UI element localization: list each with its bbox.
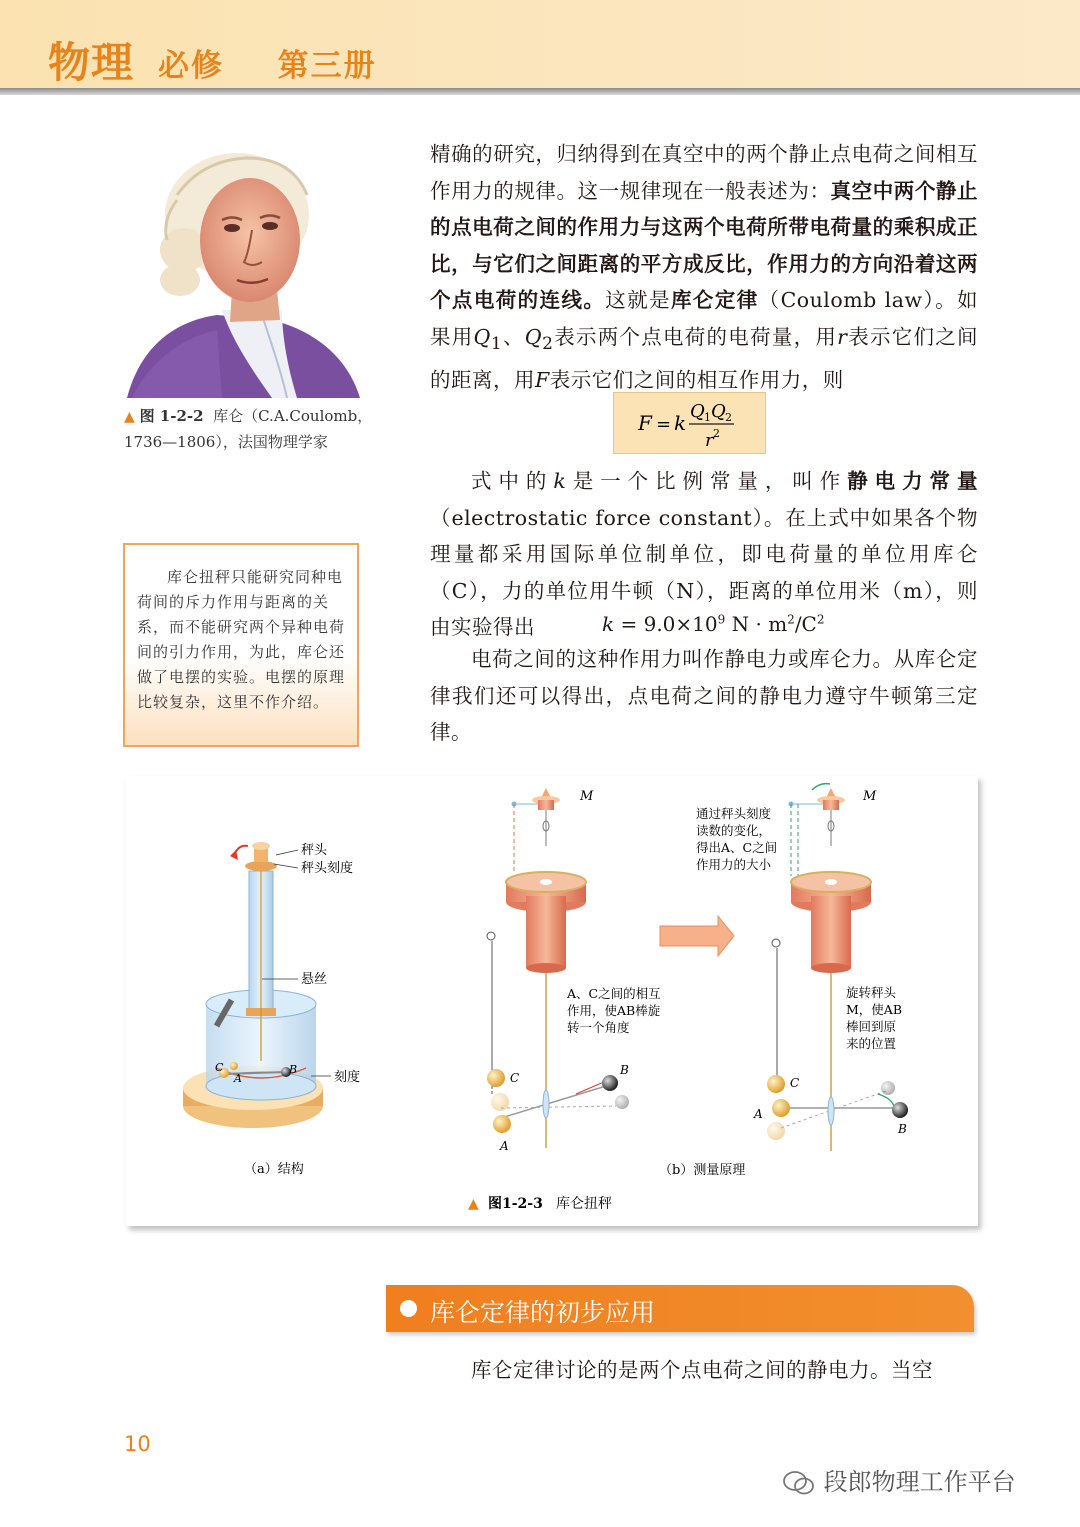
section-title: 库仑定律的初步应用	[430, 1298, 656, 1327]
caption-a: （a）结构	[244, 1162, 304, 1177]
p2-term-constant: 静电力常量	[847, 469, 979, 493]
side-note-text: 库仑扭秤只能研究同种电荷间的斥力作用与距离的关系，而不能研究两个异种电荷间的引力作用，为此，库仑还做了电摆的实验。电摆的原理比较复杂，这里不作介绍。	[137, 568, 346, 711]
svg-text:B: B	[289, 1063, 298, 1076]
p1-text-b: 这就是	[605, 288, 672, 312]
portrait-caption-text: 库仑（C.A.Coulomb，	[213, 407, 373, 425]
p1-q2-sub: 2	[542, 333, 554, 354]
page-number: 10	[124, 1432, 151, 1456]
p1-q1: Q	[473, 324, 491, 349]
note-right-top-2: 读数的变化，	[696, 823, 772, 838]
svg-text:2: 2	[725, 411, 732, 424]
p2-k: k	[553, 469, 567, 493]
portrait-caption-text-2: 1736—1806），法国物理学家	[124, 433, 328, 451]
label-wire: 悬丝	[301, 972, 328, 987]
label-head: 秤头	[301, 843, 328, 858]
svg-text:C: C	[215, 1061, 224, 1074]
p1-f: F	[535, 368, 550, 393]
caption-b: （b）测量原理	[659, 1163, 746, 1178]
label-m-right: M	[863, 789, 877, 804]
portrait-figure-label: 图 1-2-2	[139, 407, 204, 425]
note-right-top-4: 作用力的大小	[696, 857, 772, 872]
triangle-icon: ▲	[124, 409, 135, 425]
svg-text:r: r	[705, 430, 714, 451]
book-volume: 必修 第三册	[158, 48, 377, 84]
svg-text:1: 1	[704, 411, 711, 424]
label-b-left: B	[620, 1063, 629, 1077]
svg-text:=: =	[656, 414, 672, 435]
note-right-top-3: 得出A、C之间	[696, 840, 778, 855]
coulomb-portrait-image	[122, 140, 362, 400]
label-a-right: A	[754, 1107, 763, 1121]
right-arrow-icon	[660, 916, 734, 956]
p2-text-b: 是一个比例常量，叫作	[566, 469, 848, 493]
coulomb-formula-box	[613, 392, 766, 454]
label-a-left: A	[500, 1139, 509, 1153]
body-paragraph-4: 库仑定律讨论的是两个点电荷之间的静电力。当空	[471, 1358, 933, 1382]
label-c-right: C	[790, 1076, 800, 1090]
p1-text-a: 精确的研究，归纳得到在真空中的两个静止点电荷之间相互作用力的规律。这一规律现在一般表述为：	[430, 142, 978, 203]
measurement-after-drawing	[767, 784, 908, 1151]
watermark	[782, 1462, 1016, 1497]
p2-text-c: （electrostatic force constant）。在上式中如果各个物理量都采用国际单位制单位，即电荷量的单位用库仑（C），力的单位用牛顿（N），距离的单位用米（m），则由实验得出	[430, 505, 978, 639]
svg-text:Q: Q	[690, 401, 705, 422]
note-right-3: 棒回到原	[846, 1019, 897, 1034]
figure-label: 图1-2-3	[488, 1196, 543, 1212]
p1-r: r	[837, 324, 848, 349]
figure-title: 库仑扭秤	[556, 1196, 612, 1212]
note-right-1: 旋转秤头	[846, 985, 897, 1000]
label-b-right: B	[898, 1122, 907, 1136]
figure-torsion-balance	[126, 776, 978, 1226]
svg-text:k: k	[674, 411, 687, 435]
p1-text-d: 表示两个点电荷的电荷量，用	[553, 324, 838, 349]
side-note-box	[123, 543, 359, 747]
body-paragraph-1	[430, 136, 978, 399]
note-left-3: 转一个角度	[567, 1020, 630, 1035]
p1-bold-law: 真空中两个静止的点电荷之间的作用力与这两个电荷所带电荷量的乘积成正比，与它们之间距离的平方成反比，作用力的方向沿着这两个点电荷的连线。	[430, 178, 979, 312]
wechat-icon	[782, 1469, 816, 1497]
torsion-balance-diagram	[126, 776, 978, 1226]
book-subject: 物理	[48, 38, 135, 87]
p1-sep: 、	[502, 324, 525, 349]
p1-term-coulomb-law: 库仑定律	[671, 288, 759, 312]
header-rule	[0, 88, 1080, 95]
note-left-2: 作用，使AB棒旋	[567, 1003, 661, 1018]
body-paragraph-3: 电荷之间的这种作用力叫作静电力或库仑力。从库仑定律我们还可以得出，点电荷之间的静电力遵守牛顿第三定律。	[430, 647, 978, 744]
section-heading-bar	[386, 1285, 974, 1332]
p1-text-c: （Coulomb law）。如果用	[430, 288, 978, 349]
coulomb-formula	[614, 393, 767, 455]
p1-q2: Q	[524, 324, 543, 349]
note-right-4: 来的位置	[846, 1036, 897, 1051]
p2-text-a: 式中的	[471, 469, 554, 493]
p1-text-g: 表示它们之间的相互作用力，则	[549, 368, 844, 393]
p1-text-e: 表示它们之间的距离，用	[430, 324, 979, 393]
svg-text:Q: Q	[711, 401, 726, 422]
note-right-top-1: 通过秤头刻度	[696, 806, 772, 821]
label-scale-head: 秤头刻度	[301, 861, 354, 876]
p1-q1-sub: 1	[490, 333, 503, 354]
label-c-left: C	[510, 1071, 520, 1085]
bullet-icon	[400, 1300, 417, 1317]
k-value-equation: $k = 9.0\times 10^9$ $N \cdot m^2/C^2$	[602, 612, 825, 636]
svg-text:2: 2	[713, 427, 720, 440]
measurement-before-drawing	[487, 788, 629, 1148]
triangle-icon: ▲	[468, 1196, 479, 1212]
note-left-1: A、C之间的相互	[567, 986, 661, 1001]
watermark-text: 段郎物理工作平台	[823, 1468, 1016, 1496]
note-right-2: M，使AB	[846, 1002, 903, 1017]
svg-text:A: A	[234, 1072, 242, 1085]
label-scale: 刻度	[334, 1070, 361, 1085]
svg-text:F: F	[638, 411, 652, 435]
portrait-caption	[124, 404, 374, 455]
label-m-left: M	[580, 789, 594, 804]
